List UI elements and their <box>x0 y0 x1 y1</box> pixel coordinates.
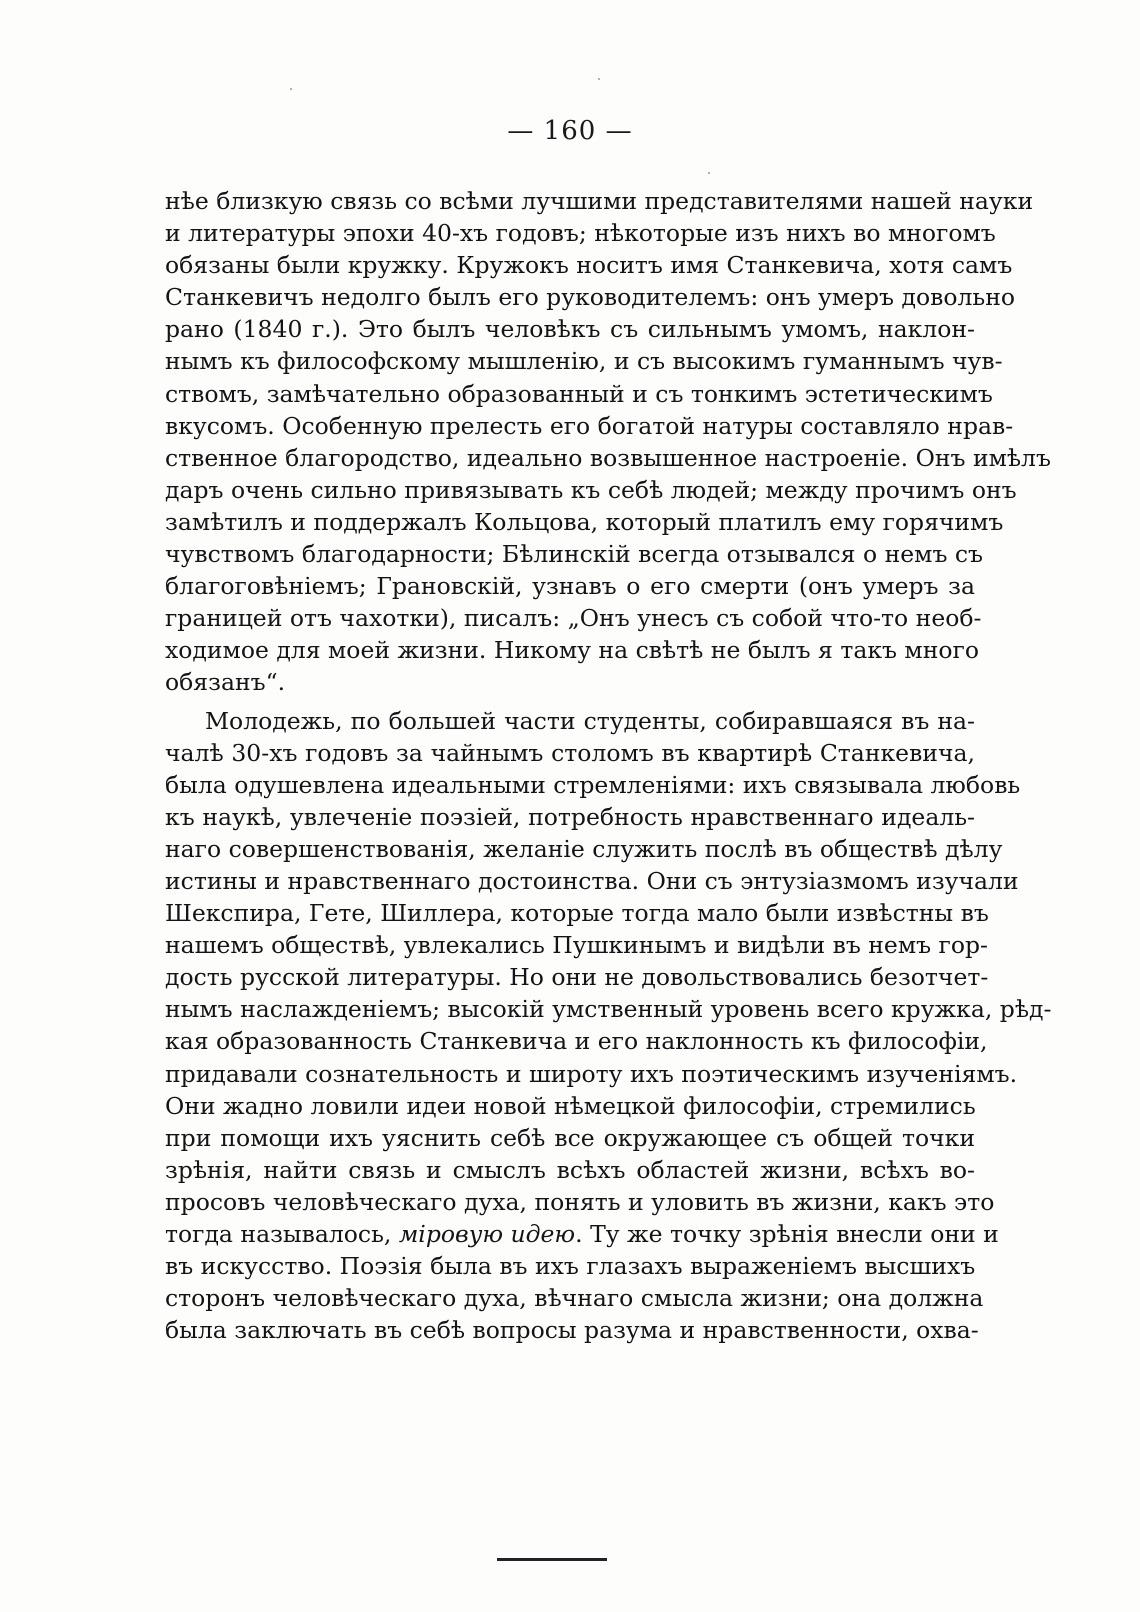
text-line: наго совершенствованія, желаніе служить послѣ въ обществѣ дѣлу <box>165 834 1003 863</box>
scan-speck <box>598 78 600 80</box>
text-line: ствомъ, замѣчательно образованный и съ тонкимъ эстетическимъ <box>165 379 993 408</box>
text-line: чалѣ 30-хъ годовъ за чайнымъ столомъ въ квартирѣ Станкевича, <box>165 738 975 767</box>
text-line: сторонъ человѣческаго духа, вѣчнаго смысла жизни; она должна <box>165 1284 984 1313</box>
text-line: нымъ къ философскому мышленію, и съ высокимъ гуманнымъ чув- <box>165 347 1003 376</box>
italic-phrase: міровую идею <box>398 1220 576 1248</box>
scan-speck <box>290 88 292 90</box>
text-run: . Ту же точку зрѣнія внесли они и <box>575 1220 999 1248</box>
text-line: зрѣнія, найти связь и смыслъ всѣхъ областей жизни, всѣхъ во- <box>165 1155 975 1184</box>
text-line: обязанъ“. <box>165 668 286 697</box>
text-line: нѣе близкую связь со всѣми лучшими представителями нашей науки <box>165 187 1034 215</box>
text-line: ходимое для моей жизни. Никому на свѣтѣ не былъ я такъ много <box>165 636 979 665</box>
text-line: рано (1840 г.). Это былъ человѣкъ съ сильнымъ умомъ, наклон- <box>165 315 975 344</box>
text-line: въ искусство. Поэзія была въ ихъ глазахъ выраженіемъ высшихъ <box>165 1252 976 1281</box>
text-line: обязаны были кружку. Кружокъ носитъ имя Станкевича, хотя самъ <box>165 251 1013 280</box>
text-line: ственное благородство, идеально возвышенное настроеніе. Онъ имѣлъ <box>165 443 1051 472</box>
text-line: просовъ человѣческаго духа, понять и уловить въ жизни, какъ это <box>165 1187 995 1216</box>
scan-speck <box>708 172 710 174</box>
page-number: — 160 — <box>507 116 633 146</box>
text-line: благоговѣніемъ; Грановскій, узнавъ о его смерти (онъ умеръ за <box>165 572 975 601</box>
text-line: Молодежь, по большей части студенты, собиравшаяся въ на- <box>205 706 975 735</box>
text-line: и литературы эпохи 40-хъ годовъ; нѣкоторые изъ нихъ во многомъ <box>165 219 996 248</box>
body-text <box>165 185 1052 1346</box>
text-line: нашемъ обществѣ, увлекались Пушкинымъ и видѣли въ немъ гор- <box>165 931 988 960</box>
text-line: была одушевлена идеальными стремленіями: ихъ связывала любовь <box>165 770 1021 799</box>
text-line: чувствомъ благодарности; Бѣлинскій всегда отзывался о немъ съ <box>165 540 983 569</box>
text-line: нымъ наслажденіемъ; высокій умственный уровень всего кружка, рѣд- <box>165 995 1052 1024</box>
text-line: къ наукѣ, увлеченіе поэзіей, потребность нравственнаго идеаль- <box>165 802 975 831</box>
text-line: при помощи ихъ уяснить себѣ все окружающее съ общей точки <box>165 1123 975 1152</box>
text-line: вкусомъ. Особенную прелесть его богатой натуры составляло нрав- <box>165 411 1014 440</box>
text-line: Они жадно ловили идеи новой нѣмецкой философіи, стремились <box>165 1091 976 1120</box>
text-line: Станкевичъ недолго былъ его руководителемъ: онъ умеръ довольно <box>165 283 1016 312</box>
footer-rule <box>497 1558 607 1561</box>
text-line-with-italic <box>165 1218 999 1250</box>
text-line: была заключать въ себѣ вопросы разума и нравственности, охва- <box>165 1316 979 1345</box>
text-line: придавали сознательность и широту ихъ поэтическимъ изученіямъ. <box>165 1059 1018 1088</box>
text-line: замѣтилъ и поддержалъ Кольцова, который платилъ ему горячимъ <box>165 507 1004 536</box>
text-run: тогда называлось, <box>165 1220 399 1248</box>
text-line: кая образованность Станкевича и его наклонность къ философіи, <box>165 1027 988 1056</box>
text-line: Шекспира, Гете, Шиллера, которые тогда мало были извѣстны въ <box>165 899 989 928</box>
text-line: истины и нравственнаго достоинства. Они съ энтузіазмомъ изучали <box>165 866 1019 895</box>
text-line: границей отъ чахотки), писалъ: „Онъ унесъ съ собой что-то необ- <box>165 604 982 633</box>
text-line: даръ очень сильно привязывать къ себѣ людей; между прочимъ онъ <box>165 475 1017 504</box>
text-line: дость русской литературы. Но они не довольствовались безотчет- <box>165 963 989 992</box>
